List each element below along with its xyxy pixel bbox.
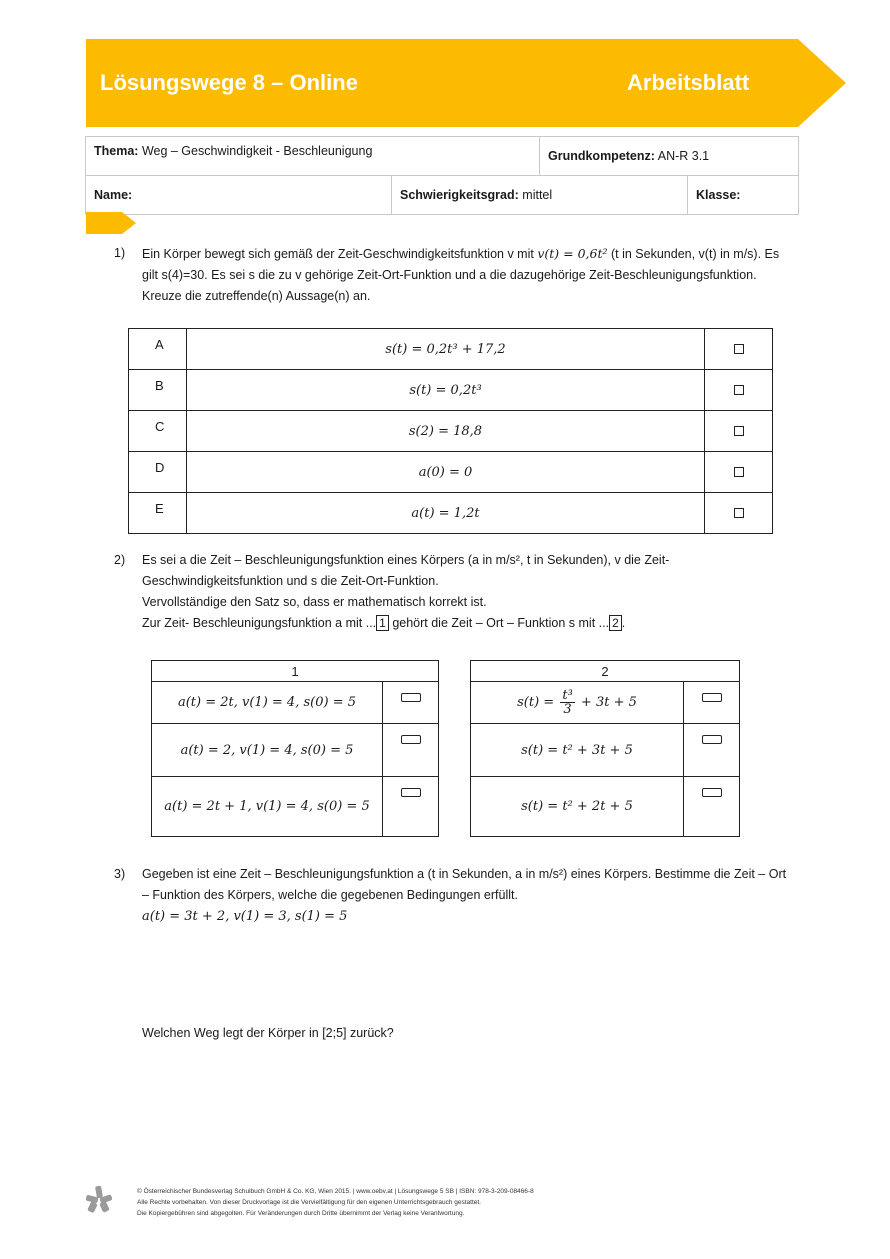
task-1-text-a: Ein Körper bewegt sich gemäß der Zeit-Geschwindigkeitsfunktion v mit xyxy=(142,247,534,261)
option-row xyxy=(129,452,773,493)
option-expression: a(0) = 0 xyxy=(187,452,705,493)
task-2-number: 2) xyxy=(114,553,126,567)
gap-2-option: s(t) = t² + 3t + 5 xyxy=(471,724,684,777)
topic-label: Thema: xyxy=(94,144,139,158)
competence-value: AN-R 3.1 xyxy=(657,149,710,163)
task-3-line-1: Gegeben ist eine Zeit – Beschleunigungsfunktion a (t in Sekunden, a in m/s²) eines Körpers. Bestimme die Zeit – Ort xyxy=(142,867,787,881)
gap-2-option-2-box[interactable] xyxy=(702,735,722,744)
checkbox-e[interactable] xyxy=(734,508,744,518)
task-1-line-3: Kreuze die zutreffende(n) Aussage(n) an. xyxy=(142,289,371,303)
gap-1-table xyxy=(151,660,439,837)
gap-1-option: a(t) = 2t, v(1) = 4, s(0) = 5 xyxy=(152,682,383,724)
fraction xyxy=(560,689,574,716)
gap-2-row xyxy=(471,777,740,837)
footer-line-1: © Österreichischer Bundesverlag Schulbuch GmbH & Co. KG, Wien 2015. | www.oebv.at | Lösungswege 5 SB | ISBN: 978-3-209-08466-8 xyxy=(137,1188,534,1195)
header-doc-type: Arbeitsblatt xyxy=(627,70,750,95)
gap-1-select-cell[interactable] xyxy=(383,724,439,777)
option-checkbox-cell[interactable] xyxy=(705,329,773,370)
gap-1-option-2-box[interactable] xyxy=(401,735,421,744)
info-table xyxy=(85,136,799,215)
option-label: C xyxy=(129,411,187,452)
gap-2-table xyxy=(470,660,740,837)
task-2-sentence-a: Zur Zeit- Beschleunigungsfunktion a mit ... xyxy=(142,616,377,630)
fraction-numerator: t³ xyxy=(562,688,573,703)
task-2-line-3: Vervollständige den Satz so, dass er mathematisch korrekt ist. xyxy=(142,595,487,609)
header-title: Lösungswege 8 – Online xyxy=(100,70,358,95)
competence-label: Grundkompetenz: xyxy=(547,149,655,163)
gap-2-table-header: 2 xyxy=(471,661,740,682)
gap-2-select-cell[interactable] xyxy=(684,777,740,837)
gap-2-select-cell[interactable] xyxy=(684,682,740,724)
gap-2-row xyxy=(471,724,740,777)
task-1-velocity-formula: v(t) = 0,6t² xyxy=(537,246,608,261)
gap-2-option: s(t) = t² + 2t + 5 xyxy=(471,777,684,837)
task-1-line-1 xyxy=(142,243,804,265)
gap-2-option-1-box[interactable] xyxy=(702,693,722,702)
gap-1-row xyxy=(152,777,439,837)
option-checkbox-cell[interactable] xyxy=(705,493,773,534)
option-label: E xyxy=(129,493,187,534)
option-expression: a(t) = 1,2t xyxy=(187,493,705,534)
option-label: B xyxy=(129,370,187,411)
publisher-logo xyxy=(84,1184,114,1214)
gap-2-option-3-box[interactable] xyxy=(702,788,722,797)
task-3-line-2: – Funktion des Körpers, welche die gegebenen Bedingungen erfüllt. xyxy=(142,888,518,902)
gap-1-option-1-box[interactable] xyxy=(401,693,421,702)
task-1-text-b: (t in Sekunden, v(t) in m/s). Es xyxy=(611,247,780,261)
option-row xyxy=(129,370,773,411)
gap-1-table-header: 1 xyxy=(152,661,439,682)
gap-2-row xyxy=(471,682,740,724)
name-label: Name: xyxy=(94,188,133,202)
checkbox-d[interactable] xyxy=(734,467,744,477)
gap-1-option-3-box[interactable] xyxy=(401,788,421,797)
task-2-line-2: Geschwindigkeitsfunktion und s die Zeit-Ort-Funktion. xyxy=(142,574,439,588)
option-checkbox-cell[interactable] xyxy=(705,452,773,493)
checkbox-c[interactable] xyxy=(734,426,744,436)
difficulty-cell xyxy=(392,176,688,215)
gap-1-option: a(t) = 2, v(1) = 4, s(0) = 5 xyxy=(152,724,383,777)
gap-1-select-cell[interactable] xyxy=(383,682,439,724)
checkbox-b[interactable] xyxy=(734,385,744,395)
option-expression: s(2) = 18,8 xyxy=(187,411,705,452)
gap-1-row xyxy=(152,724,439,777)
topic-cell xyxy=(86,137,540,176)
task-2-line-4 xyxy=(142,613,804,634)
option-label: D xyxy=(129,452,187,493)
name-cell[interactable] xyxy=(86,176,392,215)
task-2-line-1: Es sei a die Zeit – Beschleunigungsfunktion eines Körpers (a in m/s², t in Sekunden), v die Zeit- xyxy=(142,553,670,567)
footer-line-2: Alle Rechte vorbehalten. Von dieser Druckvorlage ist die Vervielfältigung für den eigenen Unterrichtsgebrauch gestattet. xyxy=(137,1199,481,1206)
task-3-question: Welchen Weg legt der Körper in [2;5] zurück? xyxy=(142,1026,394,1040)
gap-2-option xyxy=(471,682,684,724)
gap-2-box[interactable]: 2 xyxy=(609,615,622,631)
competence-cell xyxy=(539,137,798,176)
task-3-conditions: a(t) = 3t + 2, v(1) = 3, s(1) = 5 xyxy=(142,909,348,924)
option-row xyxy=(129,329,773,370)
task-2-sentence-b: gehört die Zeit – Ort – Funktion s mit ... xyxy=(392,616,610,630)
option-checkbox-cell[interactable] xyxy=(705,411,773,452)
checkbox-a[interactable] xyxy=(734,344,744,354)
option-expression: s(t) = 0,2t³ xyxy=(187,370,705,411)
option-expression: s(t) = 0,2t³ + 17,2 xyxy=(187,329,705,370)
task-1-options-table xyxy=(128,328,773,534)
decor-arrow xyxy=(86,212,136,234)
option-row xyxy=(129,411,773,452)
difficulty-value: mittel xyxy=(522,188,553,202)
footer-line-3: Die Kopiergebühren sind abgegolten. Für Veränderungen durch Dritte übernimmt der Verlag keine Verantwortung. xyxy=(137,1210,465,1217)
gap-1-row xyxy=(152,682,439,724)
difficulty-label: Schwierigkeitsgrad: xyxy=(400,188,519,202)
gap-1-select-cell[interactable] xyxy=(383,777,439,837)
header-banner xyxy=(86,39,846,127)
class-label: Klasse: xyxy=(696,188,741,202)
gap-1-box[interactable]: 1 xyxy=(376,615,389,631)
class-cell[interactable] xyxy=(688,176,799,215)
gap-2-select-cell[interactable] xyxy=(684,724,740,777)
option-row xyxy=(129,493,773,534)
task-1-line-2: gilt s(4)=30. Es sei s die zu v gehörige Zeit-Ort-Funktion und a die dazugehörige Zeit-Beschleunigungsfunktion. xyxy=(142,268,757,282)
gap-2-option-rhs: + 3t + 5 xyxy=(580,695,637,710)
task-3-number: 3) xyxy=(114,867,126,881)
task-2-sentence-end: . xyxy=(621,616,626,630)
gap-2-option-lhs: s(t) = xyxy=(517,695,555,710)
fraction-denominator: 3 xyxy=(563,702,572,717)
gap-1-option: a(t) = 2t + 1, v(1) = 4, s(0) = 5 xyxy=(152,777,383,837)
option-checkbox-cell[interactable] xyxy=(705,370,773,411)
footer xyxy=(137,1186,534,1219)
task-1-number: 1) xyxy=(114,246,126,260)
option-label: A xyxy=(129,329,187,370)
topic-value: Weg – Geschwindigkeit - Beschleunigung xyxy=(141,144,373,158)
